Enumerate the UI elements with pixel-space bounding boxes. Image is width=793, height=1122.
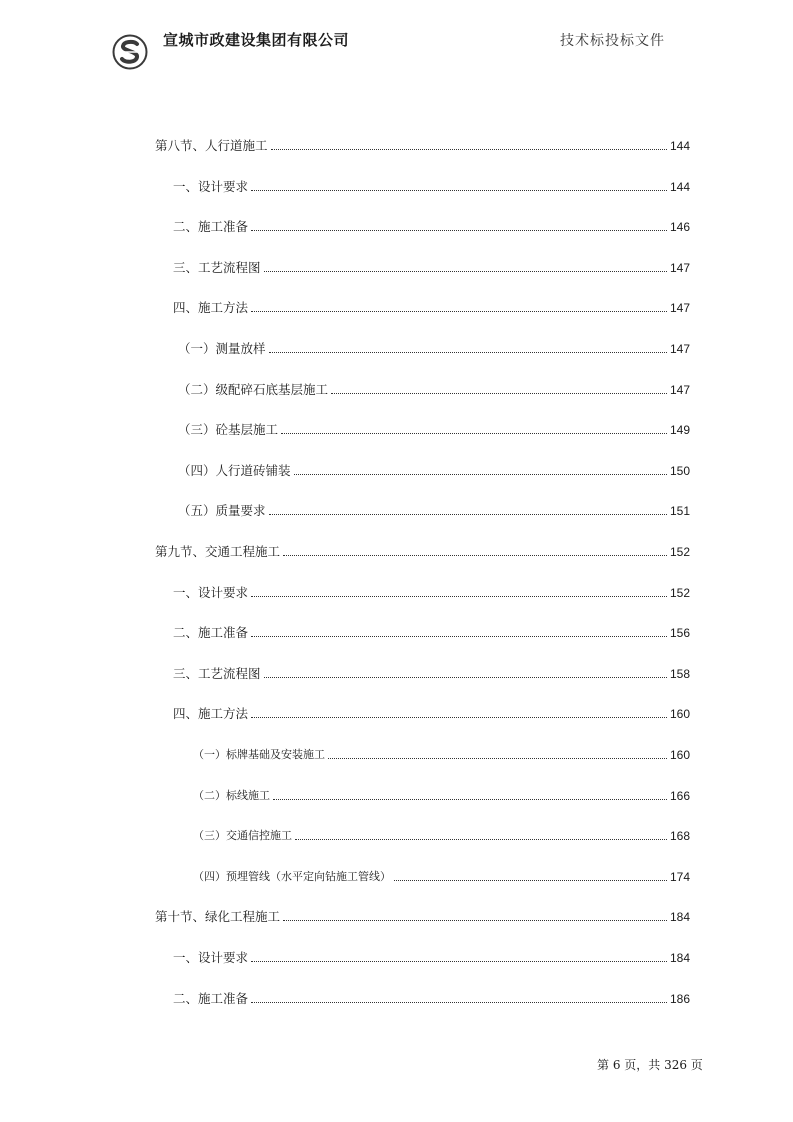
toc-entry-label: （三）交通信控施工 — [193, 829, 292, 842]
toc-dot-leader — [331, 393, 667, 394]
toc-entry-label: 四、施工方法 — [173, 706, 249, 721]
toc-entry-label: 第十节、绿化工程施工 — [155, 909, 281, 924]
toc-entry[interactable] — [173, 987, 690, 1007]
toc-entry-page: 152 — [669, 545, 690, 559]
toc-entry-label: （五）质量要求 — [178, 503, 266, 518]
toc-entry-label: 二、施工准备 — [173, 625, 249, 640]
toc-dot-leader — [251, 717, 667, 718]
toc-entry-label: 二、施工准备 — [173, 991, 249, 1006]
document-type: 技术标投标文件 — [560, 33, 665, 49]
toc-entry[interactable] — [173, 296, 690, 316]
toc-entry-label: （二）标线施工 — [193, 789, 270, 802]
toc-entry[interactable] — [173, 946, 690, 966]
toc-entry-page: 160 — [669, 707, 690, 721]
toc-entry-page: 144 — [669, 139, 690, 153]
toc-entry-label: 第八节、人行道施工 — [155, 138, 268, 153]
toc-entry-label: （一）测量放样 — [178, 341, 266, 356]
toc-entry-page: 147 — [669, 342, 690, 356]
toc-dot-leader — [251, 636, 667, 637]
toc-entry-page: 147 — [669, 301, 690, 315]
toc-entry[interactable] — [173, 256, 690, 276]
toc-dot-leader — [283, 555, 667, 556]
toc-dot-leader — [328, 758, 667, 759]
toc-entry[interactable] — [173, 175, 690, 195]
toc-entry[interactable] — [193, 824, 690, 844]
toc-dot-leader — [295, 839, 667, 840]
toc-dot-leader — [251, 311, 667, 312]
toc-entry-page: 150 — [669, 464, 690, 478]
toc-entry[interactable] — [173, 581, 690, 601]
toc-entry-page: 158 — [669, 667, 690, 681]
toc-dot-leader — [271, 149, 667, 150]
toc-entry[interactable] — [193, 865, 690, 885]
toc-entry-label: （一）标牌基础及安装施工 — [193, 748, 325, 761]
toc-entry[interactable] — [173, 702, 690, 722]
toc-dot-leader — [294, 474, 667, 475]
toc-entry[interactable] — [155, 905, 690, 925]
page-number: 第 6 页，共 326 页 — [597, 1058, 703, 1072]
toc-entry-page: 174 — [669, 870, 690, 884]
toc-entry-page: 152 — [669, 586, 690, 600]
toc-entry-page: 160 — [669, 748, 690, 762]
company-name: 宣城市政建设集团有限公司 — [163, 31, 350, 49]
toc-entry[interactable] — [173, 621, 690, 641]
toc-entry[interactable] — [155, 540, 690, 560]
toc-entry[interactable] — [178, 459, 690, 479]
toc-entry[interactable] — [155, 134, 690, 154]
toc-dot-leader — [251, 1002, 667, 1003]
toc-entry-label: （三）砼基层施工 — [178, 422, 279, 437]
toc-entry[interactable] — [193, 784, 690, 804]
toc-dot-leader — [251, 961, 667, 962]
toc-entry-page: 184 — [669, 910, 690, 924]
toc-entry[interactable] — [178, 378, 690, 398]
toc-dot-leader — [251, 596, 667, 597]
toc-entry[interactable] — [178, 499, 690, 519]
toc-dot-leader — [251, 230, 667, 231]
toc-entry-page: 156 — [669, 626, 690, 640]
toc-entry-page: 146 — [669, 220, 690, 234]
toc-entry-page: 166 — [669, 789, 690, 803]
toc-entry-label: 第九节、交通工程施工 — [155, 544, 281, 559]
toc-dot-leader — [264, 677, 667, 678]
toc-dot-leader — [264, 271, 667, 272]
toc-dot-leader — [281, 433, 667, 434]
toc-entry-page: 147 — [669, 383, 690, 397]
toc-entry-page: 184 — [669, 951, 690, 965]
toc-entry-label: 三、工艺流程图 — [173, 666, 261, 681]
toc-dot-leader — [283, 920, 667, 921]
page-header — [0, 0, 793, 80]
toc-entry-page: 149 — [669, 423, 690, 437]
toc-dot-leader — [394, 880, 667, 881]
toc-entry-label: 一、设计要求 — [173, 179, 249, 194]
toc-entry[interactable] — [193, 743, 690, 763]
toc-entry-label: 一、设计要求 — [173, 585, 249, 600]
toc-dot-leader — [251, 190, 667, 191]
toc-entry[interactable] — [178, 418, 690, 438]
toc-entry-label: （四）预埋管线（水平定向钻施工管线） — [193, 870, 391, 883]
toc-dot-leader — [273, 799, 667, 800]
toc-entry-label: 一、设计要求 — [173, 950, 249, 965]
toc-entry-label: （二）级配碎石底基层施工 — [178, 382, 329, 397]
toc-entry[interactable] — [173, 662, 690, 682]
toc-entry-page: 147 — [669, 261, 690, 275]
company-logo-icon — [112, 34, 148, 70]
toc-entry-label: 二、施工准备 — [173, 219, 249, 234]
toc-entry-page: 151 — [669, 504, 690, 518]
toc-entry[interactable] — [173, 215, 690, 235]
toc-entry-label: （四）人行道砖铺装 — [178, 463, 291, 478]
toc-dot-leader — [269, 514, 667, 515]
toc-entry-page: 144 — [669, 180, 690, 194]
toc-entry[interactable] — [178, 337, 690, 357]
toc-entry-label: 四、施工方法 — [173, 300, 249, 315]
toc-entry-page: 186 — [669, 992, 690, 1006]
toc-entry-page: 168 — [669, 829, 690, 843]
toc-entry-label: 三、工艺流程图 — [173, 260, 261, 275]
toc-dot-leader — [269, 352, 667, 353]
